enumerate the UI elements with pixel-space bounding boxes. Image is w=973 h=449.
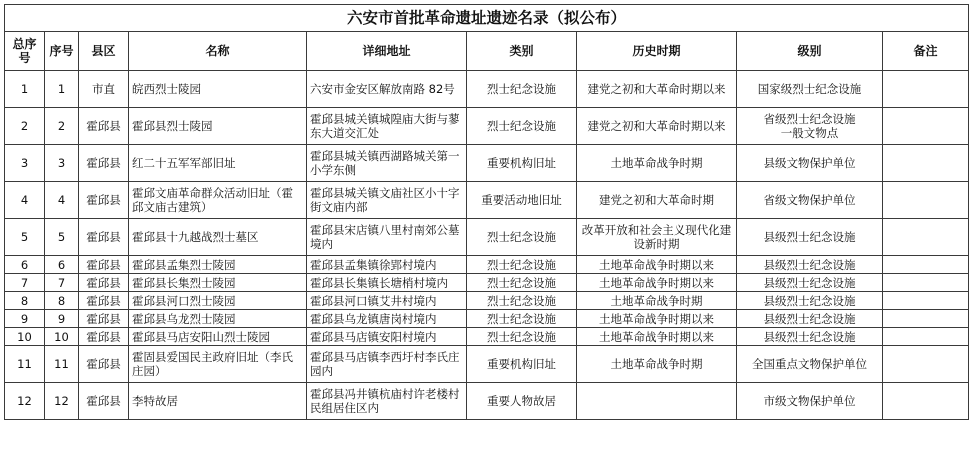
table-row — [5, 182, 969, 219]
cell-period: 建党之初和大革命时期以来 — [577, 71, 737, 108]
cell-seq-no: 5 — [45, 219, 79, 256]
cell-seq-no: 9 — [45, 310, 79, 328]
cell-category: 烈士纪念设施 — [467, 274, 577, 292]
table-row — [5, 108, 969, 145]
cell-note — [883, 383, 969, 420]
cell-county: 霍邱县 — [79, 108, 129, 145]
header-period: 历史时期 — [577, 32, 737, 71]
cell-note — [883, 328, 969, 346]
cell-note — [883, 145, 969, 182]
header-category: 类别 — [467, 32, 577, 71]
cell-county: 霍邱县 — [79, 256, 129, 274]
cell-seq-no: 1 — [45, 71, 79, 108]
cell-period — [577, 383, 737, 420]
cell-address: 霍邱县乌龙镇唐岗村境内 — [307, 310, 467, 328]
cell-name: 霍邱县河口烈士陵园 — [129, 292, 307, 310]
cell-level: 县级烈士纪念设施 — [737, 310, 883, 328]
cell-total-no: 9 — [5, 310, 45, 328]
cell-category: 重要机构旧址 — [467, 145, 577, 182]
cell-seq-no: 3 — [45, 145, 79, 182]
cell-total-no: 10 — [5, 328, 45, 346]
cell-address: 霍邱县长集镇长塘梢村境内 — [307, 274, 467, 292]
cell-total-no: 12 — [5, 383, 45, 420]
cell-note — [883, 108, 969, 145]
table-row — [5, 328, 969, 346]
cell-seq-no: 12 — [45, 383, 79, 420]
cell-name: 霍邱县马店安阳山烈士陵园 — [129, 328, 307, 346]
cell-level: 县级文物保护单位 — [737, 145, 883, 182]
table-row — [5, 145, 969, 182]
cell-county: 霍邱县 — [79, 274, 129, 292]
cell-level: 市级文物保护单位 — [737, 383, 883, 420]
cell-total-no: 1 — [5, 71, 45, 108]
cell-note — [883, 274, 969, 292]
table-row — [5, 346, 969, 383]
cell-period: 土地革命战争时期 — [577, 145, 737, 182]
cell-level: 县级烈士纪念设施 — [737, 292, 883, 310]
table-row — [5, 256, 969, 274]
cell-level: 省级烈士纪念设施 一般文物点 — [737, 108, 883, 145]
table-row — [5, 383, 969, 420]
cell-category: 烈士纪念设施 — [467, 328, 577, 346]
header-address: 详细地址 — [307, 32, 467, 71]
cell-level: 国家级烈士纪念设施 — [737, 71, 883, 108]
cell-seq-no: 6 — [45, 256, 79, 274]
cell-county: 霍邱县 — [79, 328, 129, 346]
cell-address: 霍邱县城关镇城隍庙大街与蓼东大道交汇处 — [307, 108, 467, 145]
cell-period: 土地革命战争时期以来 — [577, 328, 737, 346]
cell-address: 霍邱县城关镇西湖路城关第一小学东侧 — [307, 145, 467, 182]
cell-total-no: 7 — [5, 274, 45, 292]
cell-period: 建党之初和大革命时期以来 — [577, 108, 737, 145]
cell-note — [883, 182, 969, 219]
cell-name: 霍邱县乌龙烈士陵园 — [129, 310, 307, 328]
table-row — [5, 219, 969, 256]
cell-total-no: 2 — [5, 108, 45, 145]
cell-total-no: 6 — [5, 256, 45, 274]
cell-note — [883, 71, 969, 108]
table-row — [5, 274, 969, 292]
cell-total-no: 3 — [5, 145, 45, 182]
cell-seq-no: 2 — [45, 108, 79, 145]
cell-seq-no: 10 — [45, 328, 79, 346]
spreadsheet — [4, 4, 969, 420]
cell-county: 霍邱县 — [79, 346, 129, 383]
header-seq-no: 序号 — [45, 32, 79, 71]
cell-address: 霍邱县城关镇文庙社区小十字街文庙内部 — [307, 182, 467, 219]
cell-level: 省级文物保护单位 — [737, 182, 883, 219]
cell-county: 霍邱县 — [79, 219, 129, 256]
cell-name: 霍邱文庙革命群众活动旧址（霍邱文庙古建筑） — [129, 182, 307, 219]
cell-note — [883, 310, 969, 328]
cell-address: 霍邱县河口镇艾井村境内 — [307, 292, 467, 310]
cell-total-no: 4 — [5, 182, 45, 219]
cell-category: 烈士纪念设施 — [467, 219, 577, 256]
header-note: 备注 — [883, 32, 969, 71]
header-row — [5, 32, 969, 71]
cell-seq-no: 7 — [45, 274, 79, 292]
cell-period: 土地革命战争时期 — [577, 346, 737, 383]
cell-seq-no: 11 — [45, 346, 79, 383]
cell-total-no: 8 — [5, 292, 45, 310]
cell-category: 烈士纪念设施 — [467, 310, 577, 328]
cell-note — [883, 219, 969, 256]
header-name: 名称 — [129, 32, 307, 71]
cell-level: 全国重点文物保护单位 — [737, 346, 883, 383]
cell-county: 霍邱县 — [79, 383, 129, 420]
cell-period: 土地革命战争时期以来 — [577, 310, 737, 328]
cell-address: 霍邱县宋店镇八里村南郊公墓境内 — [307, 219, 467, 256]
cell-category: 烈士纪念设施 — [467, 292, 577, 310]
cell-county: 霍邱县 — [79, 310, 129, 328]
cell-name: 霍邱县烈士陵园 — [129, 108, 307, 145]
cell-name: 红二十五军军部旧址 — [129, 145, 307, 182]
cell-note — [883, 256, 969, 274]
cell-name: 霍邱县孟集烈士陵园 — [129, 256, 307, 274]
cell-period: 建党之初和大革命时期 — [577, 182, 737, 219]
header-total-no: 总序号 — [5, 32, 45, 71]
cell-category: 烈士纪念设施 — [467, 256, 577, 274]
header-level: 级别 — [737, 32, 883, 71]
cell-total-no: 11 — [5, 346, 45, 383]
table-body — [5, 71, 969, 420]
cell-period: 土地革命战争时期以来 — [577, 274, 737, 292]
cell-seq-no: 4 — [45, 182, 79, 219]
cell-seq-no: 8 — [45, 292, 79, 310]
cell-total-no: 5 — [5, 219, 45, 256]
cell-county: 市直 — [79, 71, 129, 108]
header-county: 县区 — [79, 32, 129, 71]
cell-address: 霍邱县马店镇李西圩村李氏庄园内 — [307, 346, 467, 383]
table-row — [5, 292, 969, 310]
cell-period: 土地革命战争时期以来 — [577, 256, 737, 274]
cell-name: 皖西烈士陵园 — [129, 71, 307, 108]
cell-county: 霍邱县 — [79, 145, 129, 182]
sites-table — [4, 4, 969, 420]
table-title: 六安市首批革命遗址遗迹名录（拟公布） — [5, 5, 969, 32]
cell-period: 土地革命战争时期 — [577, 292, 737, 310]
cell-address: 霍邱县马店镇安阳村境内 — [307, 328, 467, 346]
cell-level: 县级烈士纪念设施 — [737, 328, 883, 346]
cell-address: 霍邱县孟集镇徐郢村境内 — [307, 256, 467, 274]
cell-category: 重要人物故居 — [467, 383, 577, 420]
cell-level: 县级烈士纪念设施 — [737, 256, 883, 274]
table-row — [5, 71, 969, 108]
cell-category: 重要活动地旧址 — [467, 182, 577, 219]
cell-level: 县级烈士纪念设施 — [737, 219, 883, 256]
cell-category: 重要机构旧址 — [467, 346, 577, 383]
cell-name: 霍固县爱国民主政府旧址（李氏庄园） — [129, 346, 307, 383]
cell-name: 李特故居 — [129, 383, 307, 420]
cell-address: 霍邱县冯井镇杭庙村许老楼村民组居住区内 — [307, 383, 467, 420]
cell-category: 烈士纪念设施 — [467, 108, 577, 145]
cell-name: 霍邱县长集烈士陵园 — [129, 274, 307, 292]
cell-address: 六安市金安区解放南路 82号 — [307, 71, 467, 108]
cell-period: 改革开放和社会主义现代化建设新时期 — [577, 219, 737, 256]
cell-level: 县级烈士纪念设施 — [737, 274, 883, 292]
cell-county: 霍邱县 — [79, 182, 129, 219]
table-row — [5, 310, 969, 328]
cell-note — [883, 292, 969, 310]
cell-county: 霍邱县 — [79, 292, 129, 310]
cell-category: 烈士纪念设施 — [467, 71, 577, 108]
cell-name: 霍邱县十九越战烈士墓区 — [129, 219, 307, 256]
cell-note — [883, 346, 969, 383]
